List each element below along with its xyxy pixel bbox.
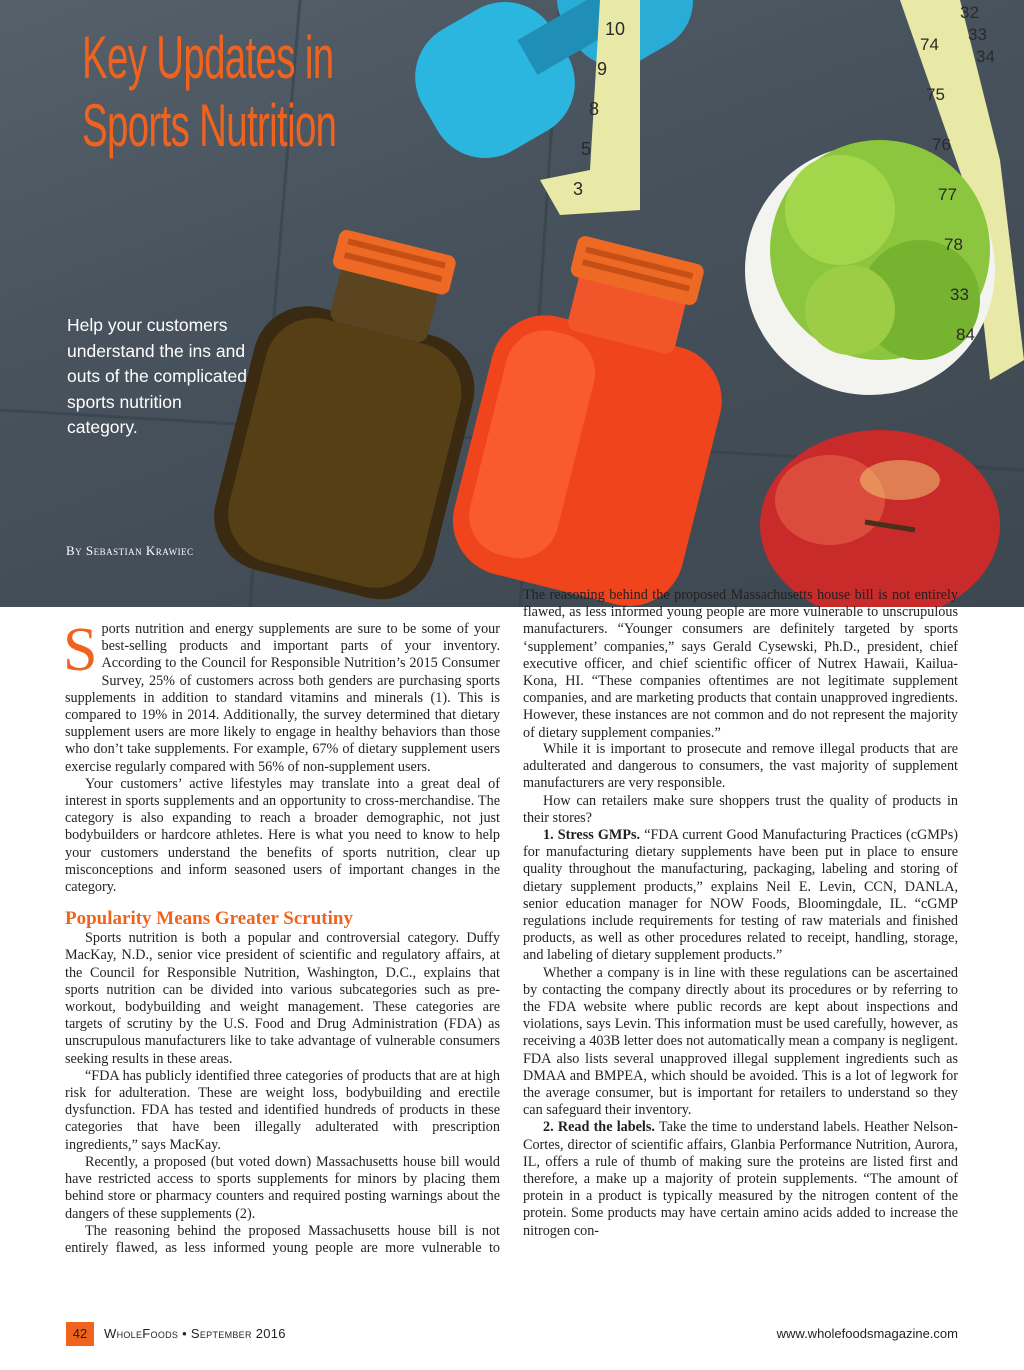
paragraph <box>523 1119 958 1239</box>
article-deck: Help your customers understand the ins and outs of the complicated sports nutrition category. <box>67 315 247 437</box>
tape-mark-right: 77 <box>938 185 957 204</box>
magazine-url[interactable]: www.wholefoodsmagazine.com <box>776 1326 958 1341</box>
list-lead: 2. Read the labels. <box>543 1119 655 1136</box>
tape-mark-left: 3 <box>573 179 584 199</box>
paragraph-continued-tail <box>523 587 958 741</box>
article-byline: By Sebastian Krawiec <box>66 543 194 558</box>
tape-mark-right: 32 <box>960 3 979 22</box>
page-number: 42 <box>66 1322 94 1346</box>
paragraph: While it is important to prosecute and remove illegal products that are adulterated and dangerous to consumers, the vast majority of supplement manufacturers are very responsible. <box>523 741 958 792</box>
drop-cap: S <box>63 616 98 684</box>
paragraph: Sports nutrition is both a popular and controversial category. Duffy MacKay, N.D., senior vice president of scientific and regulatory affairs, at the Council for Responsible Nutrition, Washington, D.C., explains that sports nutrition can be divided into various subcategories such as pre-workout, bodybuilding and weight management. These categories are targets of scrutiny by the U.S. Food and Drug Administration (FDA) as unscrupulous manufacturers like to take advantage of vulnerable consumers seeking results in these areas. <box>65 930 500 1067</box>
paragraph: “FDA has publicly identified three categories of products that are at high risk for adulteration. These are weight loss, bodybuilding and erectile dysfunction. FDA has tested and identified hundreds of products in these categories that have been illegally adulterated with prescription ingredients,” says MacKay. <box>65 1067 500 1153</box>
paragraph-text: The reasoning behind the proposed Massachusetts house bill is not entirely flawed, as less informed young people are more vulnerable to unscrupulous manufacturers. “Younger consumers are definitely targeted by sports ‘supplement’ companies,” says Gerald Cysewski, Ph.D., president, chief executive officer, and chief scientific officer of Nutrex Hawaii, Kailua-Kona, HI. “These companies oftentimes are not legitimate supplement companies, and are marketing products that contain unapproved ingredients. However, these instances are not common and do not represent the majority of dietary supplement companies.” <box>523 587 958 741</box>
page-footer <box>0 1322 1024 1346</box>
red-bottle-image <box>441 221 754 607</box>
intro-paragraph <box>63 616 500 776</box>
list-lead: 1. Stress GMPs. <box>543 827 641 844</box>
tape-mark-right: 33 <box>968 25 987 44</box>
tape-mark-left: 5 <box>581 139 592 159</box>
intro-text: ports nutrition and energy supplements are sure to be some of your best-selling products and important parts of your inventory. According to the Council for Responsible Nutrition’s 2015 Consumer Survey, 25% of customers across both genders are purchasing sports supplements in addition to standard vitamins and minerals (1). This is compared to 19% in 2014. Additionally, the survey determined that dietary supplement users are more likely to engage in healthy behaviors than those who don’t take supplements. For example, 67% of dietary supplement users exercise regularly compared with 56% of non-supplement users. <box>65 621 500 775</box>
tape-mark-right: 78 <box>944 235 963 254</box>
tape-mark-left: 10 <box>605 19 626 39</box>
paragraph-text: “FDA current Good Manufacturing Practices (cGMPs) for manufacturing dietary supplements have been put in place to ensure quality throughout the manufacturing, packaging, labeling and storing of dietary supplement products,” explains Neil E. Levin, CCN, DANLA, senior education manager for NOW Foods, Bloomingdale, IL. “cGMP regulations include requirements for testing of raw materials and finished products, as well as other procedures related to receipt, handling, storage, and labeling of dietary supplement products.” <box>523 827 958 964</box>
hero-photo <box>0 0 1024 607</box>
tape-mark-right: 84 <box>956 325 975 344</box>
paragraph: Whether a company is in line with these regulations can be ascertained by contacting the company directly about its procedures or by referring to the FDA website where public records are kept about inspections and violations, says Levin. This information must be used carefully, however, as receiving a 403B letter does not automatically mean a company is negligent. FDA also lists several unapproved illegal supplement ingredients such as DMAA and BMPEA, which should be avoided. This is a lot of legwork for the average consumer, but is important for retailers to understand so they can safeguard their inventory. <box>523 964 958 1119</box>
article-column-right <box>523 587 958 1240</box>
paragraph: Your customers’ active lifestyles may translate into a great deal of interest in sports supplements and an opportunity to cross-merchandise. The category is also expanding to reach a broader demographic, not just bodybuilders or hardcore athletes. Here is what you need to know to help your customers understand the benefits of sports nutrition, clear up misconceptions and inform seasoned users of important changes in the category. <box>65 775 500 896</box>
tape-mark-right: 74 <box>920 35 939 54</box>
lettuce-bowl-image <box>745 140 995 395</box>
title-line-1: Key Updates in <box>82 24 334 91</box>
magazine-folio: WholeFoods • September 2016 <box>104 1326 286 1341</box>
tape-mark-right: 76 <box>932 135 951 154</box>
section-subhead: Popularity Means Greater Scrutiny <box>65 908 353 930</box>
tape-mark-right: 75 <box>926 85 945 104</box>
tape-mark-right: 33 <box>950 285 969 304</box>
title-line-2: Sports Nutrition <box>82 92 337 159</box>
tape-mark-right: 34 <box>976 47 995 66</box>
article-title <box>82 24 336 160</box>
tape-mark-left: 8 <box>589 99 600 119</box>
paragraph: Recently, a proposed (but voted down) Massachusetts house bill would have restricted access to sports supplements for minors by placing them behind store or pharmacy counters and required posting warnings about the dangers of these supplements (2). <box>65 1153 500 1222</box>
tape-mark-left: 9 <box>597 59 608 79</box>
paragraph-text: Take the time to understand labels. Heather Nelson-Cortes, director of scientific affairs, Glanbia Performance Nutrition, Aurora, IL, offers a rule of thumb of making sure the proteins are listed first and therefore, a make up a majority of protein supplements. “The amount of protein in a product is typically measured by the nitrogen content of the protein. Some products may have certain amino acids added to increase the nitrogen con- <box>523 1119 958 1239</box>
paragraph: How can retailers make sure shoppers trust the quality of products in their stores? <box>523 792 958 826</box>
paragraph-continued: The reasoning behind the proposed Massachusetts house bill is not entirely flawed, as less informed young people are more vulnerable to <box>65 1222 500 1256</box>
dumbbell-image <box>395 0 711 178</box>
paragraph <box>523 827 958 965</box>
article-column-left <box>63 616 500 1257</box>
